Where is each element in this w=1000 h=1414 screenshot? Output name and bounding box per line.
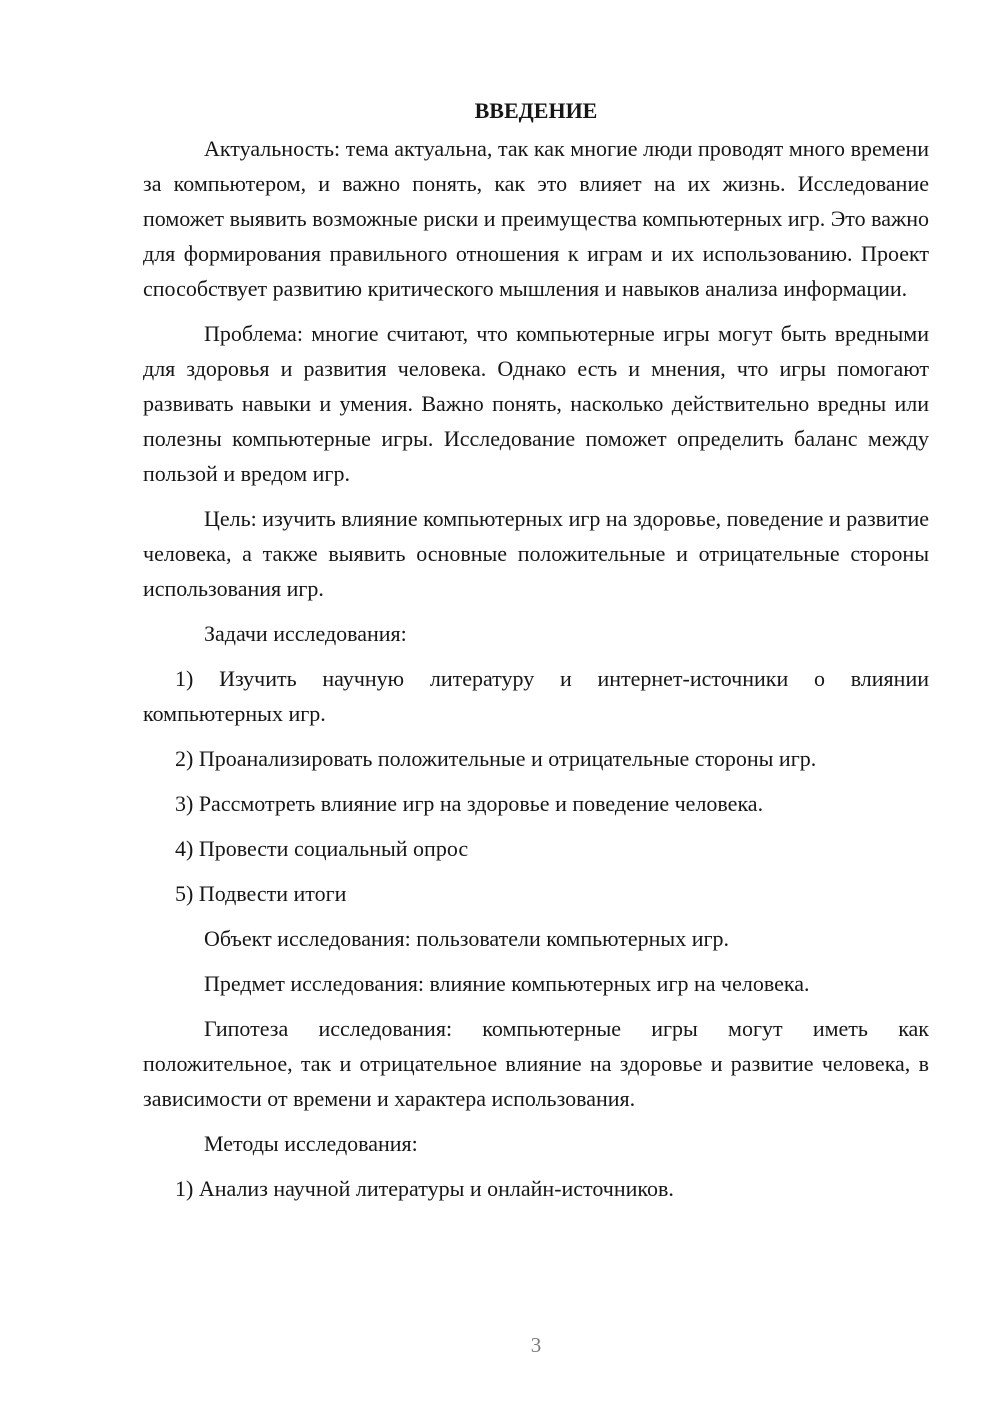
tasks-heading: Задачи исследования: — [204, 621, 407, 646]
task-item: 1) Изучить научную литературу и интернет-источники о влиянии компьютерных игр. — [143, 666, 929, 726]
task-item: 5) Подвести итоги — [175, 881, 347, 906]
subject-paragraph: Предмет исследования: влияние компьютерных игр на человека. — [204, 971, 810, 996]
page-content — [143, 93, 929, 1216]
hypothesis-paragraph: Гипотеза исследования: компьютерные игры могут иметь как положительное, так и отрицательное влияние на здоровье и развитие человека, в зависимости от времени и характера использования. — [143, 1016, 929, 1111]
task-item: 3) Рассмотреть влияние игр на здоровье и поведение человека. — [175, 791, 764, 816]
goal-paragraph: Цель: изучить влияние компьютерных игр на здоровье, поведение и развитие человека, а также выявить основные положительные и отрицательные стороны использования игр. — [143, 506, 929, 601]
section-title: ВВЕДЕНИЕ — [474, 98, 598, 123]
page-number: 3 — [530, 1333, 542, 1357]
method-item: 1) Анализ научной литературы и онлайн-источников. — [175, 1176, 674, 1201]
task-item: 4) Провести социальный опрос — [175, 836, 469, 861]
problem-paragraph: Проблема: многие считают, что компьютерные игры могут быть вредными для здоровья и развития человека. Однако есть и мнения, что игры помогают развивать навыки и умения. Важно понять, насколько действительно вредны или полезны компьютерные игры. Исследование поможет определить баланс между пользой и вредом игр. — [143, 321, 929, 486]
relevance-paragraph: Актуальность: тема актуальна, так как многие люди проводят много времени за компьютером, и важно понять, как это влияет на их жизнь. Исследование поможет выявить возможные риски и преимущества компьютерных игр. Это важно для формирования правильного отношения к играм и их использованию. Проект способствует развитию критического мышления и навыков анализа информации. — [143, 136, 929, 301]
task-item: 2) Проанализировать положительные и отрицательные стороны игр. — [175, 746, 817, 771]
methods-heading: Методы исследования: — [204, 1131, 418, 1156]
object-paragraph: Объект исследования: пользователи компьютерных игр. — [204, 926, 730, 951]
